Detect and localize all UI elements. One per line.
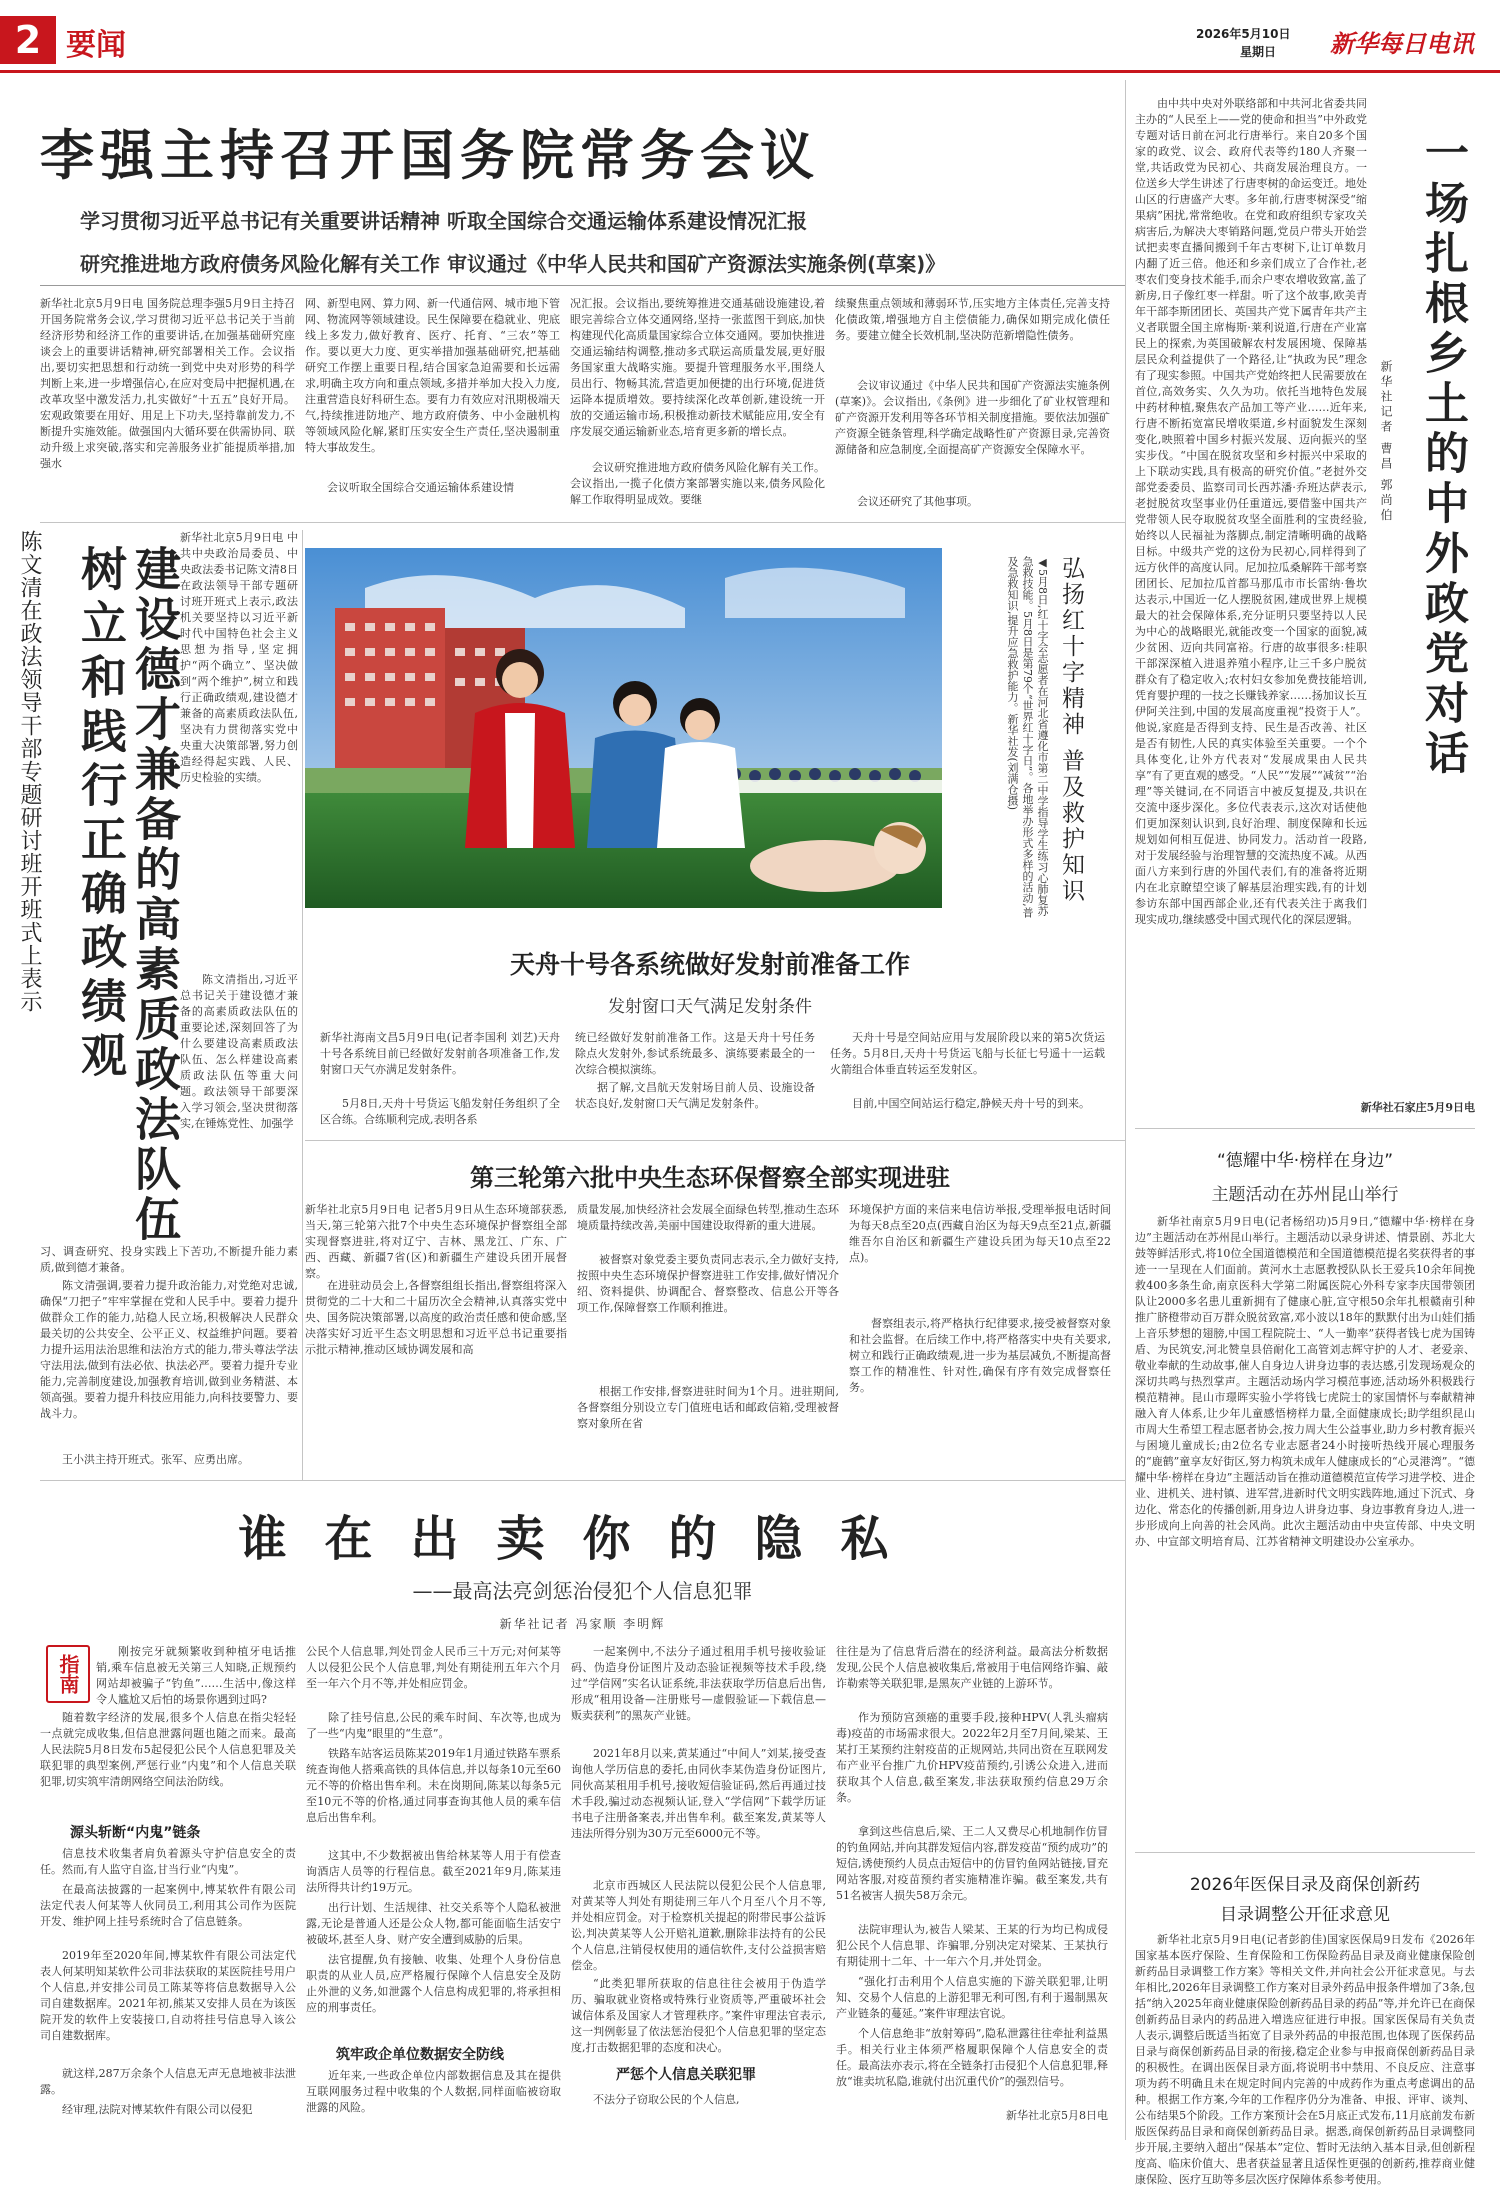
privacy-body-col-1c: 信息技术收集者肩负着源头守护信息安全的责任。然而,有人监守自盗,甘当行业“内鬼”。 (40, 1847, 296, 1876)
lead-body-col-2: 网、新型电网、算力网、新一代通信网、城市地下管网、物流网等领域建设。民生保障要在稳就业、兜底线上多发力,做好教育、医疗、托育、“三农”等工作。要以更大力度、更实举措加强基础研究,把基础研究工作摆上重要日程,结合国家急迫需要和长远需求,明确主攻方向和重点领域,多措并举加大投入力度,注重营造良好科研生态。要有力有效应对汛期极端天气,持续推进防地产、地方政府债务、中小金融机构等领域风险化解,紧盯压实安全生产责任,坚决遏制重特大事故发生。 (305, 297, 560, 454)
photo-headline: 弘扬红十字精神 普及救护知识 (1058, 556, 1084, 905)
lead-headline: 李强主持召开国务院常务会议 (40, 123, 820, 187)
lead-body-col-3: 况汇报。会议指出,要统筹推进交通基础设施建设,着眼完善综合立体交通网络,坚持一张蓝图干到底,加快构建现代化高质量国家综合立体交通网。要加快推进交通运输结构调整,推动多式联运高质量发展,更好服务国家重大战略实施。要提升管理服务水平,围绕人员出行、物畅其流,营造更加便捷的出行环境,促进货运降本提质增效。要持续深化改革创新,建设统一开放的交通运输市场,积极推动新技术赋能应用,安全有序发展交通运输新业态,培育更多新的增长点。 (570, 297, 825, 438)
divider (302, 530, 303, 1480)
lead-body-col-4: 续聚焦重点领域和薄弱环节,压实地方主体责任,完善支持化债政策,增强地方自主偿债能力,确保如期完成化债任务。要建立健全长效机制,坚决防范新增隐性债务。 (835, 297, 1110, 342)
privacy-body-col-2e: 出行计划、生活规律、社交关系等个人隐私被泄露,无论是普通人还是公众人物,都可能面临生活安宁被破坏,甚至人身、财产安全遭到威胁的后果。 (306, 1901, 561, 1946)
eco-inspection-headline: 第三轮第六批中央生态环保督察全部实现进驻 (470, 1164, 950, 1192)
privacy-body-col-2d: 这其中,不少数据被出售给林某等人用于有偿查询酒店人员等的行程信息。截至2021年9月,陈某违法所得共计约19万元。 (306, 1849, 561, 1894)
issue-date: 2026年5月10日 (1196, 27, 1291, 41)
lead-body-col-1: 新华社北京5月9日电 国务院总理李强5月9日主持召开国务院常务会议,学习贯彻习近平总书记关于当前经济形势和经济工作的重要讲话,在加强基础研究座谈会上的重要讲话精神,研究部署相关工作。会议指出,要切实把思想和行动统一到党中央对形势的科学判断上来,进一步增强信心,在应对变局中把握机遇,在改革攻坚中激发活力,扎实做好“十五五”良好开局。宏观政策要在用好、用足上下功夫,坚持靠前发力,不断提升实施效能。做强国内大循环要在供需协同、联动升级上求突破,落实和完善服务业扩能提质举措,加强水 (40, 297, 295, 470)
eco-body-col-1b: 在进驻动员会上,各督察组组长指出,督察组将深入贯彻党的二十大和二十届历次全会精神,认真落实党中央、国务院决策部署,以高度的政治责任感和使命感,坚决落实好习近平生态文明思想和习近平总书记重要指示批示精神,推动区域协调发展和高 (305, 1279, 567, 1356)
privacy-body-col-4c: 拿到这些信息后,梁、王二人又费尽心机地制作仿冒的钓鱼网站,并向其群发短信内容,群发疫苗“预约成功”的短信,诱使预约人员点击短信中的仿冒钓鱼网站链接,冒充网站客服,对疫苗预约者实施精准诈骗。截至案发,共有51名被害人损失58万余元。 (836, 1825, 1108, 1902)
privacy-body-col-1g: 经审理,法院对博某软件有限公司以侵犯 (62, 2103, 253, 2116)
eco-body-col-3: 环境保护方面的来信来电信访举报,受理举报电话时间为每天8点至20点(西藏自治区为每天9点至21点,新疆维吾尔自治区和新疆生产建设兵团为每天10点至22点)。 (849, 1203, 1111, 1264)
privacy-body-col-2: 公民个人信息罪,判处罚金人民币三十万元;对何某等人以侵犯公民个人信息罪,判处有期徒刑五年六个月至一年六个月不等,并处相应罚金。 (306, 1645, 561, 1690)
privacy-body-col-1b: 随着数字经济的发展,很多个人信息在指尖轻轻一点就完成收集,但信息泄露问题也随之而来。最高人民法院5月8日发布5起侵犯公民个人信息犯罪及关联犯罪的典型案例,严惩行业“内鬼”和个人信息关联犯罪,切实筑牢清朗网络空间法治防线。 (40, 1711, 296, 1788)
medical-insurance-body: 新华社北京5月9日电(记者彭韵佳)国家医保局9日发布《2026年国家基本医疗保险、生育保险和工伤保险药品目录及商业健康保险创新药品目录调整工作方案》等相关文件,并向社会公开征求意见。与去年相比,2026年目录调整工作方案对目录外药品申报条件增加了3条,包括“纳入2025年商业健康保险创新药品目录的药品”等,并允许已在商保创新药品目录内的药品进入增选应征进行申报。国家医保局有关负责人表示,调整后既适当拓宽了目录外药品的申报范围,也体现了医保药品目录与商保创新药品目录的衔接,稳定企业参与申报商保创新药品目录的积极性。在调出医保目录方面,将说明书中禁用、不良反应、注意事项为药不明确且未在规定时间内完善的中成药作为重点考虑调出的品种。根据工作方案,今年的工作程序仍分为准备、申报、评审、谈判、公布结果5个阶段。工作方案预计会在5月底正式发布,11月底前发布新版医保药品目录和商保创新药品目录。据悉,商保创新药品目录调整同步开展,主要纳入超出“保基本”定位、暂时无法纳入基本目录,但创新程度高、临床价值大、患者获益显著且适保性更强的创新药,推荐商业健康保险、医疗互助等多层次医疗保障体系参考使用。 (1135, 1933, 1475, 2186)
chen-headline-2: 建设德才兼备的高素质政法队伍 (128, 545, 182, 1245)
chen-headline-1: 树立和践行正确政绩观 (74, 545, 128, 1085)
privacy-body-col-4: 往往是为了信息背后潜在的经济利益。最高法分析数据发现,公民个人信息被收集后,常被用于电信网络诈骗、敲诈勒索等关联犯罪,是黑灰产业链的上游环节。 (836, 1645, 1108, 1690)
chen-body-col-b3: 王小洪主持开班式。张军、应勇出席。 (62, 1453, 249, 1466)
kunshan-body: 新华社南京5月9日电(记者杨绍功)5月9日,“德耀中华·榜样在身边”主题活动在苏州昆山举行。主题活动以录身讲述、情景剧、苏北大鼓等鲜活形式,将10位全国道德模范和全国道德模范提名奖获得者的事迹一一呈现在人们面前。黄河水土志愿教授队队长王爱兵10余年间挽救400多条生命,南京医科大学第二附属医院心外科专家李庆国带领团队让2000多名患儿重新拥有了健康心脏,宣守根50余年扎根赣南引种推广脐橙带动百万群众脱贫致富,邓小波以18年的默默付出为山娃们插上音乐梦想的翅膀,中国工程院院士、“人一勤率”获得者钱七虎为国铸盾、为民筑安,河北赞皇县倍耐化工高管刘志辉守护的人才、老爱亲、敬业奉献的生动故事,催人自身边人讲身边事的表达感,引发现场观众的深切共鸣与热烈掌声。主题活动场内学习模范事迹,活动场外积极践行模范精神。昆山市璟晖实验小学将钱七虎院士的家国情怀与奉献精神融入育人体系,让少年儿童感悟榜样力量,全面健康成长;助学组织昆山市周大生希望工程志愿者协会,按力周大生公益事业,助力乡村教育振兴与困境儿童成长;由2位名专业志愿者24小时接听热线开展心理服务的“鹿鹤”童享友好街区,努力构筑未成年人健康成长的“心灵港湾”。“德耀中华·榜样在身边”主题活动旨在推动道德模范宣传学习进学校、进企业、进机关、进村镇、进军营,进新时代文明实践阵地,通过下沉式、身边化、常态化的传播创新,用身边人讲身边事、身边事教育身边人,进一步形成向上向善的社会风尚。此次主题活动由中央宣传部、中央文明办、中宣部文明培育局、江苏省精神文明建设办公室承办。 (1135, 1215, 1475, 1548)
feature-stamp-logo: 指南 (46, 1645, 90, 1703)
tianzhou-body-col-2b: 据了解,文昌航天发射场目前人员、设施设备状态良好,发射窗口天气满足发射条件。 (575, 1081, 815, 1110)
medical-insurance-headline-2: 目录调整公开征求意见 (1220, 1905, 1390, 1925)
eco-body-col-3b: 督察组表示,将严格执行纪律要求,接受被督察对象和社会监督。在后续工作中,将严格落实中央有关要求,树立和践行正确政绩观,进一步为基层减负,不断提高督察工作的精准性、针对性,确保有序有效完成督察任务。 (849, 1317, 1111, 1394)
tianzhou-body-col-3: 天舟十号是空间站应用与发展阶段以来的第5次货运任务。5月8日,天舟十号货运飞船与长征七号遥十一运载火箭组合体垂直转运至发射区。 (830, 1031, 1105, 1076)
privacy-subhead-1: 源头斩断“内鬼”链条 (70, 1825, 201, 1841)
tianzhou-headline: 天舟十号各系统做好发射前准备工作 (509, 950, 910, 979)
privacy-body-col-4f: 个人信息绝非“放射筹码”,隐私泄露往往牵扯利益黑手。相关行业主体须严格履职保障个人信息安全的责任。最高法亦表示,将在全链条打击侵犯个人信息犯罪,释放“谁卖坑私隐,谁就付出沉重代价”的强烈信号。 (836, 2027, 1108, 2088)
kunshan-subheadline: 主题活动在苏州昆山举行 (1211, 1185, 1399, 1205)
privacy-body-col-4e: “强化打击利用个人信息实施的下游关联犯罪,让明知、交易个人信息的上游犯罪无利可图,有利于遏制黑灰产业链条的蔓延。”案件审理法官说。 (836, 1975, 1108, 2020)
photo-illustration (305, 548, 942, 908)
divider (40, 522, 1125, 523)
tianzhou-body-col-1b: 5月8日,天舟十号货运飞船发射任务组织了全区合练。合练顺利完成,表明各系 (320, 1097, 560, 1126)
privacy-body-col-3e: 不法分子窃取公民的个人信息, (593, 2093, 740, 2106)
lead-body-col-4c: 会议还研究了其他事项。 (857, 495, 978, 508)
kunshan-headline: “德耀中华·榜样在身边” (1216, 1151, 1394, 1171)
privacy-subhead-2: 筑牢政企单位数据安全防线 (336, 2047, 504, 2063)
divider (40, 1480, 1125, 1481)
chen-body-col-a2: 陈文清指出,习近平总书记关于建设德才兼备的高素质政法队伍的重要论述,深刻回答了为什么要建设高素质政法队伍、怎么样建设高素质政法队伍等重大问题。政法领导干部要深入学习领会,坚决贯彻落实,在锤炼党性、加强学 (180, 973, 298, 1130)
news-photo-first-aid-training (305, 548, 942, 908)
privacy-headline: 谁在出卖你的隐私 (238, 1511, 927, 1567)
chen-body-col-a: 新华社北京5月9日电 中共中央政治局委员、中央政法委书记陈文清8日在政法领导干部专题研讨班开班式上表示,政法机关要坚持以习近平新时代中国特色社会主义思想为指导,坚定拥护“两个确立”、坚决做到“两个维护”,树立和践行正确政绩观,建设德才兼备的高素质政法队伍,坚决有力贯彻落实党中央重大决策部署,努力创造经得起实践、人民、历史检验的实绩。 (180, 531, 298, 784)
privacy-dateline: 新华社北京5月8日电 (1006, 2109, 1108, 2122)
chen-headline-kicker: 陈文清在政法领导干部专题研讨班开班式上表示 (17, 530, 42, 1013)
chen-body-col-b: 习、调查研究、投身实践上下苦功,不断提升能力素质,做到德才兼备。 (40, 1245, 298, 1274)
privacy-body-col-3: 一起案例中,不法分子通过租用手机号接收验证码、伪造身份证图片及动态验证视频等技术手段,绕过“学信网”实名认证系统,非法获取学历信息后出售,形成“租用设备—注册账号—虚假验证—下载信息—贩卖获利”的黑灰产业链。 (571, 1645, 826, 1722)
privacy-byline: 新华社记者 冯家顺 李明辉 (499, 1617, 666, 1631)
privacy-body-col-2g: 近年来,一些政企单位内部数据信息及其在提供互联网服务过程中收集的个人数据,同样面临被窃取泄露的风险。 (306, 2069, 561, 2114)
divider (305, 1140, 1125, 1141)
section-name: 要闻 (66, 28, 126, 63)
privacy-subheadline: ——最高法亮剑惩治侵犯个人信息犯罪 (412, 1579, 753, 1603)
privacy-body-col-1f: 就这样,287万余条个人信息无声无息地被非法泄露。 (40, 2067, 296, 2096)
privacy-body-col-3d: “此类犯罪所获取的信息往往会被用于伪造学历、骗取就业资格或特殊行业资质等,严重破坏社会诚信体系及国家人才管理秩序。”案件审理法官表示,这一判例彰显了依法惩治侵犯个人信息犯罪的坚定态度,打击数据犯罪的态度和决心。 (571, 1977, 826, 2054)
party-dialogue-dateline: 新华社石家庄5月9日电 (1360, 1101, 1475, 1114)
privacy-body-col-3b: 2021年8月以来,黄某通过“中间人”刘某,接受查询他人学历信息的委托,由同伙李某伪造身份证图片,同伙高某租用手机号,接收短信验证码,然后再通过技术手段,骗过动态视频认证,登入“学信网”下载学历证书电子注册备案表,并出售牟利。截至案发,黄某等人违法所得分别为30万元至6000元不等。 (571, 1747, 826, 1840)
masthead-rule (0, 70, 1500, 73)
lead-body-col-4b: 会议审议通过《中华人民共和国矿产资源法实施条例(草案)》。会议指出,《条例》进一步细化了矿业权管理和矿产资源开发利用等各环节相关制度措施。要依法加强矿产资源全链条管理,科学确定战略性矿产资源目录,完善资源储备和应急制度,全面提高矿产资源安全保障水平。 (835, 379, 1110, 456)
privacy-body-col-1: 刚按完牙就频繁收到种植牙电话推销,乘车信息被无关第三人知晓,正规预约网站却被骗子“钓鱼”……生活中,像这样令人尴尬又后怕的场景你遇到过吗? (96, 1645, 296, 1706)
eco-body-col-2b: 被督察对象党委主要负责同志表示,全力做好支持,按照中央生态环境保护督察进驻工作安排,做好情况介绍、资料提供、协调配合、督察整改、信息公开等各项工作,保障督察工作顺利推进。 (577, 1253, 839, 1314)
lead-body-col-3b: 会议研究推进地方政府债务风险化解有关工作。会议指出,一揽子化债方案部署实施以来,债务风险化解工作取得明显成效。要继 (570, 461, 825, 506)
privacy-body-col-4b: 作为预防宫颈癌的重要手段,接种HPV(人乳头瘤病毒)疫苗的市场需求很大。2022年2月至7月间,梁某、王某打王某预约注射疫苗的正规网站,共同出资在互联网发布产业平台推广九价HPV疫苗预约,引诱公众进入,进而获取其个人信息,截至案发,非法获取预约信息29万余条。 (836, 1711, 1108, 1804)
party-dialogue-body: 由中共中央对外联络部和中共河北省委共同主办的“人民至上——党的使命和担当”中外政党专题对话日前在河北行唐举行。来自20多个国家的政党、议会、政府代表等约180人齐聚一堂,共话政党为民初心、共商发展治理良方。一位送乡大学生讲述了行唐枣树的命运变迁。地处山区的行唐盛产大枣。多年前,行唐枣树深受“缩果病”困扰,常常绝收。在党和政府组织专家攻关病害后,为解决大枣销路问题,党员户带头开始尝试把卖枣直播间搬到千年古枣树下,让订单数月内翻了近三倍。他还和乡亲们成立了合作社,老枣农们变身技术能手,而余户枣农增收致富,盖了新房,日子像红枣一样甜。听了这个故事,欧美青年干部李斯团团长、英国共产党下属青年共产主义者联盟全国主席梅斯·莱利说道,行唐在产业富民上的探索,为英国破解农村发展困境、保障基层民众利益提供了一个路径,让“执政为民”理念有了现实参照。中国共产党始终把人民需要放在首位,高效务实、久久为功。依托当地特色发展中药材种植,聚焦农产品加工等产业……近年来,行唐不断拓宽富民增收渠道,乡村面貌发生深刻变化,映照着中国乡村振兴发展、迈向振兴的坚实步伐。“中国在脱贫攻坚和乡村振兴中采取的上下联动实践,具有极高的研究价值。”老挝外交部党委委员、监察司司长西苏潘·乔班达萨表示,老挝脱贫攻坚事业仍任重道远,要借鉴中国共产党带领人民夺取脱贫攻坚全面胜利的宝贵经验,始终以人民福祉为落脚点,制定清晰明确的战略目标。中级共产党的这份为民初心,同样得到了远方伙伴的高度认同。尼加拉瓜桑解阵干部考察团团长、尼加拉瓜首都马那瓜市市长雷纳·鲁坎达表示,中国近一亿人摆脱贫困,建成世界上规模最大的社会保障体系,充分证明只要坚持以人民为中心的战略眼光,就能改变一个国家的面貌,减少贫困、迈向共同富裕。行唐的故事很多:桂职干部深深植入进退养殖小程序,让三千多户脱贫群众有了稳定收入;农村妇女参加免费技能培训,凭育婴护理的一技之长赚钱养家……扬加议长互伊阿关注到,中国的发展高度重视“投资于人”。他说,家庭是否得到支持、民生是否改善、社区是否有韧性,人民的真实体验至关重要。一个个具体变化,让外方代表对“发展成果由人民共享”有了更直观的感受。“人民”“发展”“减贫”“治理”等关键词,在不同语言中被反复提及,共识在交流中逐步深化。多位代表表示,这次对话使他们更加深刻认识到,良好治理、制度保障和长远规划如何相互促进、协同发力。活动首一段路,对于发展经验与治理智慧的交流热度不减。从西面八方来到行唐的外国代表们,有的准备将近期内在北京瞭望空谈了解基层治理实践,有的计划参访东部中国西部企业,还有代表关注于离我们现实成功,继续感受中国式现代化的深层逻辑。 (1135, 97, 1367, 926)
page-number: 2 (0, 16, 56, 64)
medical-insurance-headline-1: 2026年医保目录及商保创新药 (1189, 1875, 1421, 1895)
privacy-body-col-2b: 除了挂号信息,公民的乘车时间、车次等,也成为了一些“内鬼”眼里的“生意”。 (306, 1711, 561, 1740)
privacy-body-col-1d: 在最高法披露的一起案例中,博某软件有限公司法定代表人何某等人伙同员工,利用其公司作为医院开发、维护网上挂号系统时合了信息链条。 (40, 1883, 296, 1928)
masthead (0, 0, 1500, 74)
divider (40, 285, 1125, 286)
chen-body-col-b2: 陈文清强调,要着力提升政治能力,对党绝对忠诚,确保“刀把子”牢牢掌握在党和人民手中。要着力提升做群众工作的能力,站稳人民立场,积极解决人民群众最关切的公共安全、公平正义、权益维护问题。要着力提升运用法治思维和法治方式的能力,带头尊法学法守法用法,做到有法必依、执法必严。要着力提升专业能力,完善制度建设,加强教育培训,做到业务精湛、本领高强。要着力提升科技应用能力,向科技要警力、要战斗力。 (40, 1279, 298, 1420)
paper-logo: 新华每日电讯 (1330, 29, 1474, 58)
divider (1135, 1852, 1475, 1853)
lead-subheadline-2: 研究推进地方政府债务风险化解有关工作 审议通过《中华人民共和国矿产资源法实施条例(草案)》 (80, 252, 946, 276)
privacy-body-col-2f: 法官提醒,负有接触、收集、处理个人身份信息职责的从业人员,应严格履行保障个人信息安全及防止外泄的义务,如泄露个人信息构成犯罪的,将承担相应的刑事责任。 (306, 1953, 561, 2014)
privacy-body-col-4d: 法院审理认为,被告人梁某、王某的行为均已构成侵犯公民个人信息罪、诈骗罪,分别决定对梁某、王某执行有期徒刑十二年、十一年六个月,并处罚金。 (836, 1923, 1108, 1968)
privacy-subhead-3: 严惩个人信息关联犯罪 (616, 2067, 756, 2083)
tianzhou-body-col-1: 新华社海南文昌5月9日电(记者李国利 刘艺)天舟十号各系统目前已经做好发射前各项准备工作,发射窗口天气亦满足发射条件。 (320, 1031, 560, 1076)
lead-body-col-2b: 会议听取全国综合交通运输体系建设情 (327, 481, 514, 494)
party-dialogue-byline: 新华社记者 曹昌 郭尚伯 (1379, 360, 1393, 524)
divider (1135, 1128, 1475, 1129)
photo-caption: ◀5月8日,红十字会志愿者在河北省遵化市第二中学指导学生练习心肺复苏急救技能。5月8日是第79个“世界红十字日”。各地举办形式多样的活动,普及急救知识,提升应急救护能力。新华社发(刘满仓摄) (1006, 556, 1049, 918)
privacy-body-col-2c: 铁路车站客运员陈某2019年1月通过铁路车票系统查询他人搭乘高铁的具体信息,并以每条10元至60元不等的价格出售牟利。未在岗期间,陈某以每条5元至10元不等的价格,通过同事查询其他人员的乘车信息后出售牟利。 (306, 1747, 561, 1824)
tianzhou-body-col-2: 统已经做好发射前准备工作。这是天舟十号任务除点火发射外,参试系统最多、演练要素最全的一次综合模拟演练。 (575, 1031, 815, 1076)
privacy-body-col-3c: 北京市西城区人民法院以侵犯公民个人信息罪,对黄某等人判处有期徒刑三年八个月至八个月不等,并处相应罚金。对于检察机关提起的附带民事公益诉讼,判决黄某等人公开赔礼道歉,删除非法持有的公民个人信息,注销侵权使用的通信软件,支付公益损害赔偿金。 (571, 1879, 826, 1972)
eco-body-col-2: 质量发展,加快经济社会发展全面绿色转型,推动生态环境质量持续改善,美丽中国建设取得新的重大进展。 (577, 1203, 839, 1232)
lead-subheadline-1: 学习贯彻习近平总书记有关重要讲话精神 听取全国综合交通运输体系建设情况汇报 (80, 209, 807, 233)
divider (1125, 80, 1126, 2140)
issue-weekday: 星期日 (1240, 45, 1277, 59)
eco-body-col-1: 新华社北京5月9日电 记者5月9日从生态环境部获悉,当天,第三轮第六批7个中央生态环境保护督察组全部实现督察进驻,将对辽宁、吉林、黑龙江、广东、广西、西藏、新疆7省(区)和新疆生产建设兵团开展督察。 (305, 1203, 567, 1280)
tianzhou-body-col-3b: 目前,中国空间站运行稳定,静候天舟十号的到来。 (852, 1097, 1090, 1110)
party-dialogue-headline: 一场扎根乡土的中外政党对话 (1417, 130, 1468, 780)
privacy-body-col-1e: 2019年至2020年间,博某软件有限公司法定代表人何某明知某软件公司非法获取的某医院挂号用户个人信息,并安排公司员工陈某等将信息数据导入公司自建数据库。2021年初,熊某又安排人员在为该医院开发的软件上安装接口,自动将挂号信息导入该公司自建数据库。 (40, 1949, 296, 2042)
eco-body-col-2c: 根据工作安排,督察进驻时间为1个月。进驻期间,各督察组分别设立专门值班电话和邮政信箱,受理被督察对象所在省 (577, 1385, 839, 1430)
tianzhou-subheadline: 发射窗口天气满足发射条件 (608, 997, 812, 1017)
